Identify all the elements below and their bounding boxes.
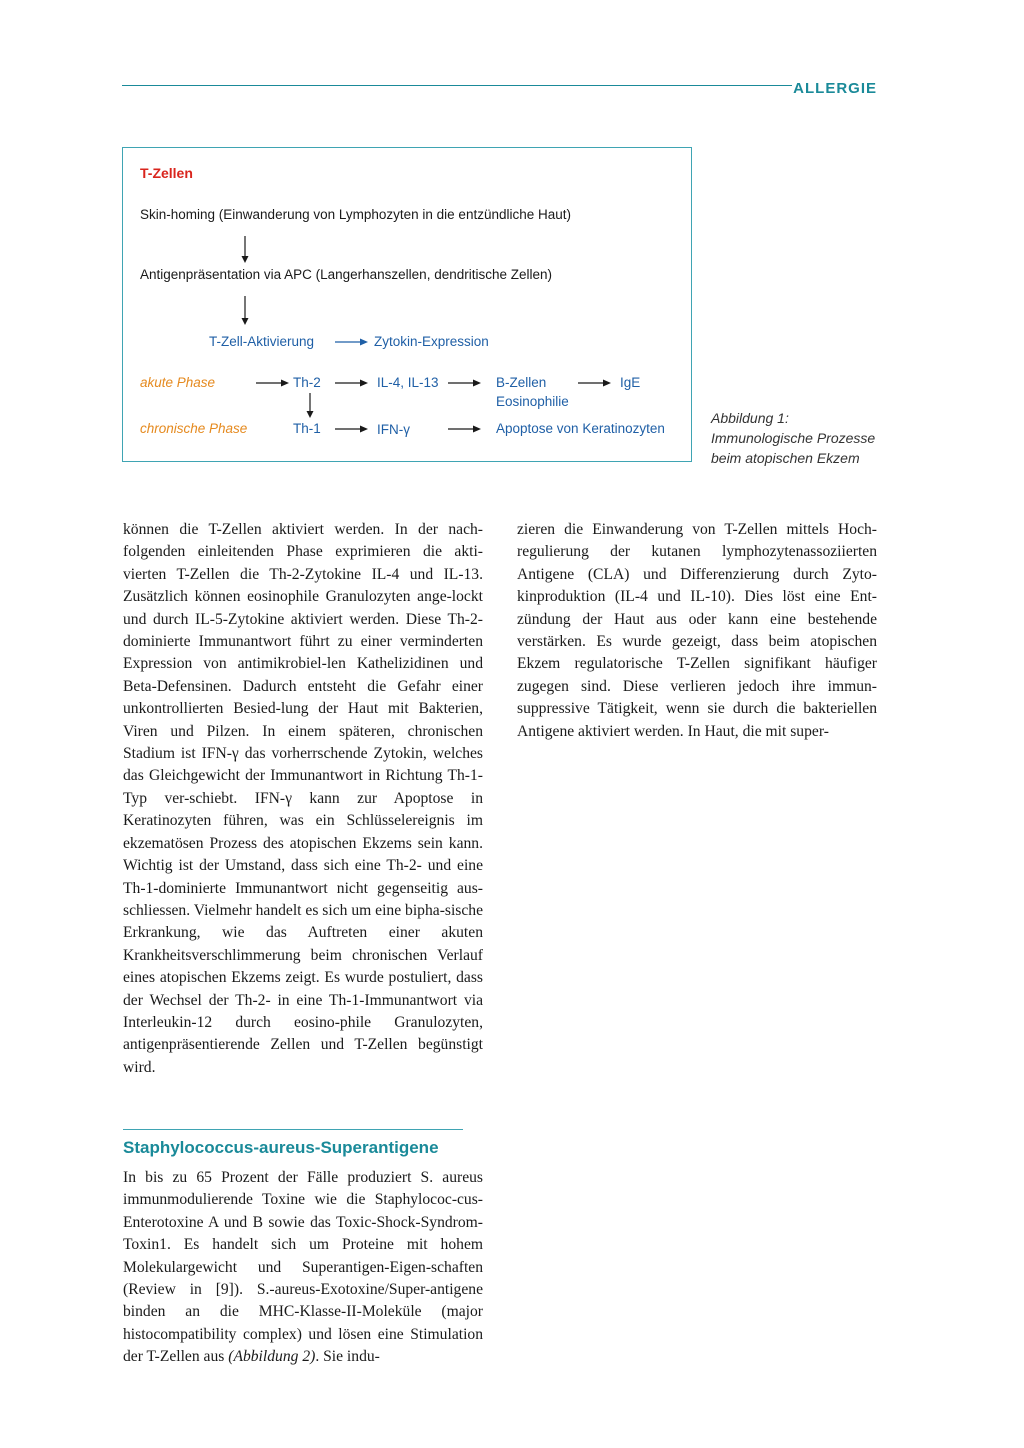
left-column-text: können die T-Zellen aktiviert werden. In der nach-folgenden einleitenden Phase exprimieren die akti-vierten T-Zellen die Th-2-Zytokine IL-4 und IL-13. Zusätzlich können eosinophile Granulozyten ange-lockt und durch IL-5-Zytokine aktiviert werden. Diese Th-2-dominierte Immunantwort führt zu einer verminderten Expression von antimikrobiel-len Kathelizidinen und Beta-Defensinen. Dadurch entsteht die Gefahr einer unkontrollierten Besied-lung der Haut mit Bakterien, Viren und Pilzen. In einem späteren, chronischen Stadium ist IFN-γ das vorherrschende Zytokin, welches das Gleichgewicht der Immunantwort in Richtung Th-1-Typ ver-schiebt. IFN-γ kann zur Apoptose in Keratinozyten führen, was ein Schlüsselereignis im ekzematösen Prozess des atopischen Ekzems sein kann. Wichtig ist der Umstand, dass sich eine Th-2- und eine Th-1-dominierte Immunantwort nicht gegenseitig aus-schliessen. Vielmehr handelt es sich um eine bipha-sische Erkrankung, wie das Auftreten einer akuten Krankheitsverschlimmerung beim chronischen Verlauf eines atopischen Ekzems zeigt. Es wurde postuliert, dass der Wechsel der Th-2- in eine Th-1-Immunantwort via Interleukin-12 durch eosino-phile Granulozyten, antigenpräsentierende Zellen und T-Zellen begünstigt wird. (123, 521, 483, 1076)
ifn-gamma-node: IFN-γ (377, 422, 410, 437)
skin-homing-row: Skin-homing (Einwanderung von Lymphozyten in die entzündliche Haut) (140, 207, 571, 222)
section-label: ALLERGIE (793, 80, 877, 97)
th2-node: Th-2 (293, 375, 321, 390)
acute-phase-label: akute Phase (140, 375, 216, 390)
arrow-ifn (448, 424, 482, 434)
arrow-th2 (335, 378, 369, 388)
figure-2-reference[interactable]: (Abbildung 2) (228, 1348, 316, 1366)
cytokine-expression: Zytokin-Expression (374, 334, 489, 349)
section-text: In bis zu 65 Prozent der Fälle produziert S. aureus immunmodulierende Toxine wie die Staphylococ-cus-Enterotoxine A und B sowie das Toxic-Shock-Syndrom-Toxin1. Es handelt sich um Proteine mit hohem Molekulargewicht und Superantigen-Eigen-schaften (Review in [9]). S.-aureus-Exotoxine/Super-antigene binden an die MHC-Klasse-II-Moleküle (major histocompatibility complex) und lösen eine Stimulation der T-Zellen aus (123, 1169, 483, 1366)
arrow-bcells (578, 378, 612, 388)
figure-caption: Abbildung 1: Immunologische Prozesse beim atopischen Ekzem (711, 410, 876, 466)
figure-title: T-Zellen (140, 165, 193, 181)
chronic-phase-label: chronische Phase (140, 421, 248, 436)
b-cells-node: B-Zellen (496, 375, 547, 390)
right-column (517, 519, 877, 743)
section-paragraph (123, 1167, 483, 1369)
arrow-il4 (448, 378, 482, 388)
il4-il13-node: IL-4, IL-13 (377, 375, 439, 390)
section-tail: . Sie indu- (315, 1348, 380, 1366)
section-heading: Staphylococcus-aureus-Superantigene (123, 1138, 439, 1157)
ige-node: IgE (620, 375, 641, 390)
header-rule (122, 85, 792, 86)
antigen-presentation-row: Antigenpräsentation via APC (Langerhanszellen, dendritische Zellen) (140, 267, 553, 282)
right-column-text: zieren die Einwanderung von T-Zellen mittels Hoch-regulierung der kutanen lymphozytenassoziierten Antigene (CLA) und Differenzierung durch Zyto-kinproduktion (IL-4 und IL-10). Dies löst eine Ent-zündung der Haut aus oder kann eine bestehende verstärken. Es wurde gezeigt, dass beim atopischen Ekzem regulatorische T-Zellen signifikant häufiger zugegen sind. Diese verlieren jedoch ihre immun-suppressive Tätigkeit, wenn sie durch die bakteriellen Antigene aktiviert werden. In Haut, die mit super- (517, 521, 877, 740)
down-arrow-th2-th1 (305, 393, 315, 419)
down-arrow-1 (240, 236, 250, 264)
apoptosis-node: Apoptose von Keratinozyten (496, 421, 665, 436)
left-column (123, 519, 483, 1079)
section-column (123, 1167, 483, 1369)
arrow-th1 (335, 424, 369, 434)
arrow-activation (335, 337, 369, 347)
th1-node: Th-1 (293, 421, 321, 436)
arrow-acute (256, 378, 290, 388)
down-arrow-2 (240, 296, 250, 326)
section-rule (123, 1129, 463, 1130)
eosinophilia-node: Eosinophilie (496, 394, 569, 409)
figure-1 (122, 147, 692, 462)
t-cell-activation: T-Zell-Aktivierung (209, 334, 315, 349)
